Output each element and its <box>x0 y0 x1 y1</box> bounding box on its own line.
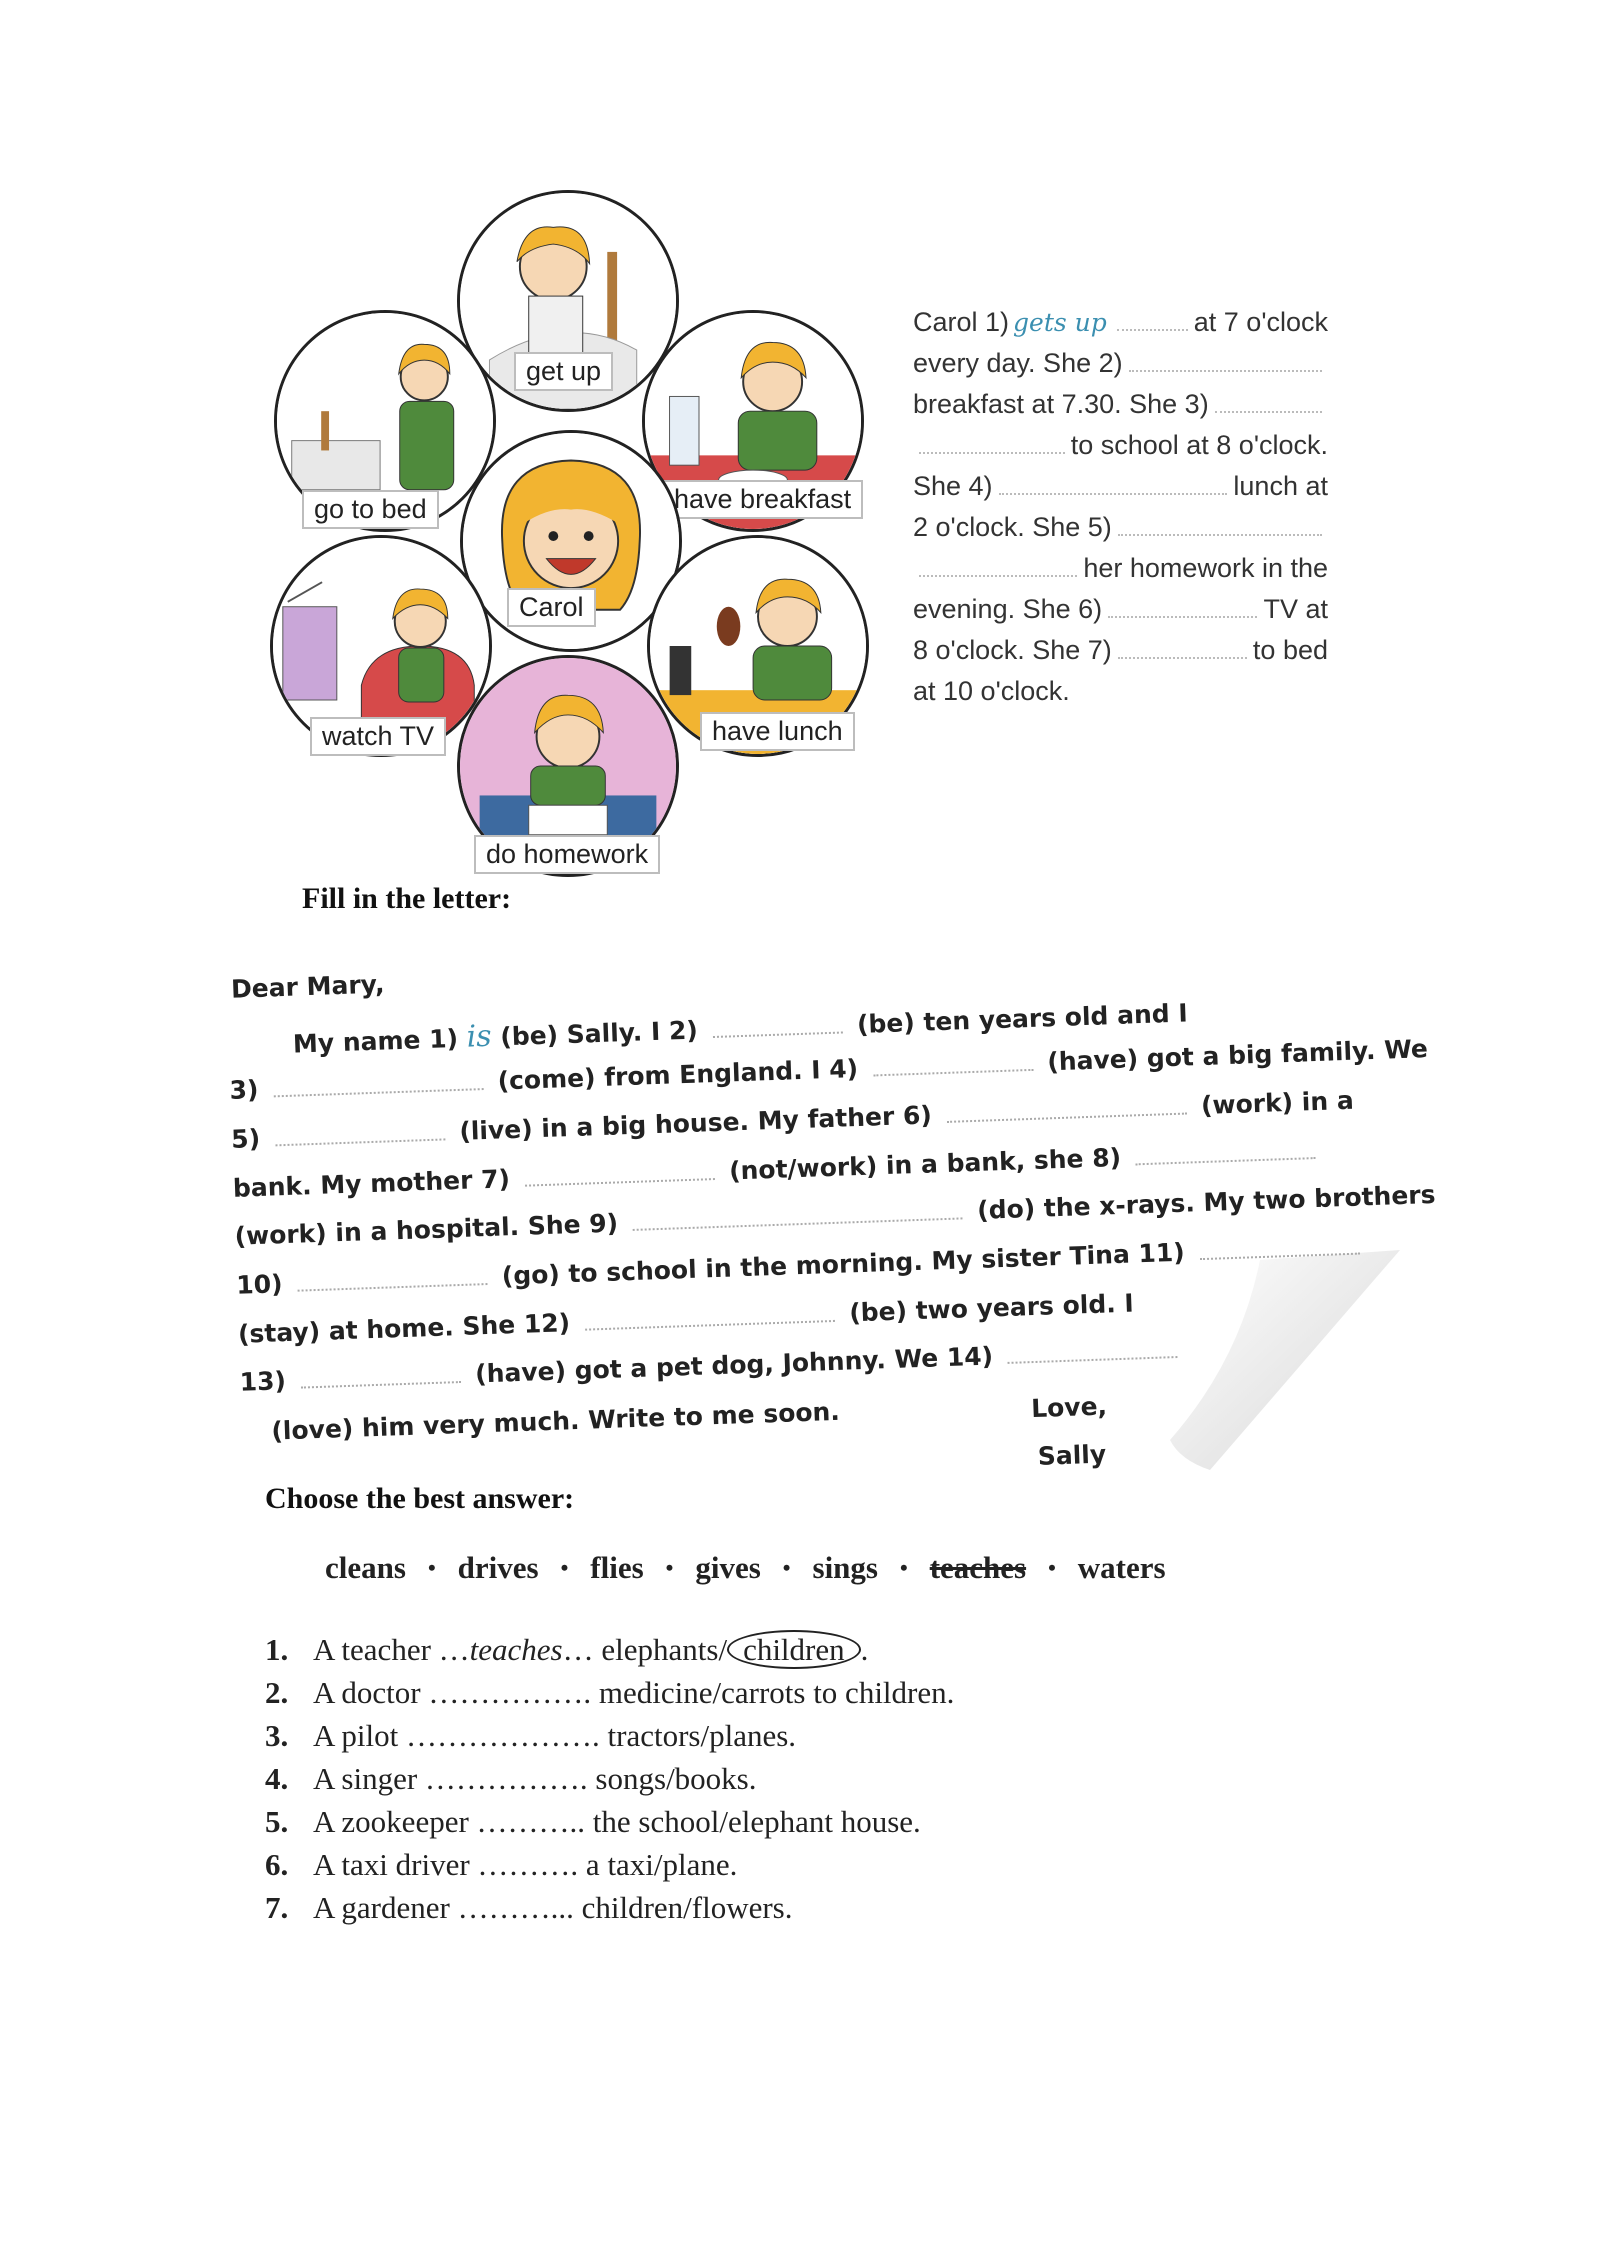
sentence-text[interactable]: A singer ……………. songs/books. <box>313 1761 757 1796</box>
item-number: 7. <box>265 1890 289 1925</box>
daily-routine-diagram <box>262 190 902 890</box>
do-homework-label: do homework <box>474 835 660 874</box>
sentence-list <box>265 1628 954 1929</box>
closing: Love, <box>1030 1391 1108 1424</box>
watch-tv-label: watch TV <box>310 717 446 756</box>
letter-text: bank. My mother 7) <box>232 1164 511 1203</box>
story-text: to bed <box>1252 635 1328 665</box>
letter-text: (be) two years old. I <box>848 1288 1135 1328</box>
letter-text: My name 1) <box>292 1023 459 1059</box>
blank-2[interactable] <box>712 1021 842 1038</box>
story-text: at 7 o'clock <box>1193 307 1328 337</box>
letter-text: (not/work) in a bank, she 8) <box>728 1142 1122 1186</box>
sentence-2 <box>265 1671 954 1714</box>
story-text: her homework in the <box>1083 553 1328 583</box>
choose-heading: Choose the best answer: <box>265 1482 575 1515</box>
item-number: 3. <box>265 1718 289 1753</box>
blank-4[interactable] <box>873 1059 1033 1077</box>
letter-text: (come) from England. I 4) <box>497 1053 859 1096</box>
word-bank <box>313 1550 1178 1586</box>
story-text: 8 o'clock. She 7) <box>913 635 1112 665</box>
letter-text: (live) in a big house. My father 6) <box>458 1100 933 1146</box>
blank-line[interactable] <box>1215 385 1322 413</box>
story-text: She 4) <box>913 471 993 501</box>
letter-text: (work) in a <box>1200 1085 1355 1121</box>
blank-line[interactable] <box>1117 303 1188 331</box>
sentence-text[interactable]: A doctor ……………. medicine/carrots to children. <box>313 1675 955 1710</box>
sentence-3 <box>265 1714 954 1757</box>
letter-exercise <box>225 919 1436 1480</box>
sentence-1 <box>265 1628 954 1671</box>
letter-text: (be) ten years old and I <box>856 998 1189 1039</box>
story-text: Carol 1) <box>913 307 1010 337</box>
word-teaches-struck: teaches <box>929 1550 1027 1585</box>
word-waters: waters <box>1077 1550 1166 1585</box>
letter-text: 5) <box>230 1123 261 1154</box>
sentence-text[interactable]: A taxi driver ………. a taxi/plane. <box>313 1847 738 1882</box>
story-text: every day. She 2) <box>913 348 1123 378</box>
blank-line[interactable] <box>919 426 1065 454</box>
carol-label: Carol <box>507 588 596 627</box>
letter-text: 10) <box>235 1269 284 1300</box>
sentence-text: A teacher … <box>313 1632 470 1667</box>
blank-line[interactable] <box>1129 344 1322 372</box>
bullet: • <box>899 1555 908 1580</box>
go-to-bed-label: go to bed <box>302 490 439 529</box>
get-up-label: get up <box>514 352 613 391</box>
answer-handwritten: teaches <box>469 1632 563 1667</box>
sentence-text[interactable]: A gardener ………... children/flowers. <box>313 1890 793 1925</box>
blank-line[interactable] <box>999 467 1228 495</box>
bullet: • <box>560 1555 569 1580</box>
sentence-7 <box>265 1886 954 1929</box>
story-text: 2 o'clock. She 5) <box>913 512 1112 542</box>
answer-1-handwritten: gets up <box>1013 308 1107 337</box>
have-lunch-label: have lunch <box>700 712 855 751</box>
item-number: 1. <box>265 1632 289 1667</box>
letter-text: (work) in a hospital. She 9) <box>234 1208 619 1251</box>
story-text: breakfast at 7.30. She 3) <box>913 389 1209 419</box>
blank-line[interactable] <box>1108 590 1257 618</box>
word-gives: gives <box>695 1550 761 1585</box>
circled-choice[interactable]: children <box>727 1630 861 1669</box>
word-drives: drives <box>457 1550 539 1585</box>
blank-5[interactable] <box>275 1128 445 1146</box>
item-number: 4. <box>265 1761 289 1796</box>
sentence-text: . <box>860 1632 869 1667</box>
story-text: at 10 o'clock. <box>913 676 1070 706</box>
letter-text: 13) <box>239 1366 287 1397</box>
signature: Sally <box>1037 1439 1107 1471</box>
blank-9[interactable] <box>633 1207 963 1231</box>
have-breakfast-label: have breakfast <box>662 480 863 519</box>
story-text: evening. She 6) <box>913 594 1103 624</box>
letter-text: (stay) at home. She 12) <box>237 1308 571 1349</box>
word-cleans: cleans <box>325 1550 406 1585</box>
letter-text: 3) <box>229 1074 259 1105</box>
item-number: 2. <box>265 1675 289 1710</box>
blank-13[interactable] <box>301 1371 461 1389</box>
sentence-text: … elephants/ <box>562 1632 728 1667</box>
story-text: to school at 8 o'clock. <box>1070 430 1328 460</box>
fill-letter-heading: Fill in the letter: <box>302 882 512 915</box>
word-flies: flies <box>590 1550 644 1585</box>
sentence-6 <box>265 1843 954 1886</box>
bullet: • <box>427 1555 436 1580</box>
blank-10[interactable] <box>297 1273 487 1292</box>
blank-11[interactable] <box>1199 1243 1359 1261</box>
letter-text: (do) the x-rays. My two brothers <box>976 1179 1436 1225</box>
letter-text: (be) Sally. I 2) <box>499 1015 699 1052</box>
sentence-text[interactable]: A pilot ………………. tractors/planes. <box>313 1718 797 1753</box>
greeting: Dear Mary, <box>230 969 385 1004</box>
story-text: TV at <box>1263 594 1328 624</box>
blank-6[interactable] <box>946 1103 1186 1123</box>
blank-line[interactable] <box>919 549 1077 577</box>
story-text: lunch at <box>1233 471 1328 501</box>
sentence-4 <box>265 1757 954 1800</box>
blank-7[interactable] <box>524 1168 714 1187</box>
blank-3[interactable] <box>273 1078 483 1097</box>
blank-12[interactable] <box>585 1310 835 1331</box>
blank-line[interactable] <box>1118 508 1322 536</box>
carol-routine-text <box>913 302 1328 712</box>
bullet: • <box>782 1555 791 1580</box>
word-sings: sings <box>812 1550 878 1585</box>
letter-text: (go) to school in the morning. My sister Tina 11) <box>501 1237 1186 1291</box>
bullet: • <box>1048 1555 1056 1580</box>
blank-14[interactable] <box>1008 1346 1178 1364</box>
sentence-text[interactable]: A zookeeper ……….. the school/elephant house. <box>313 1804 921 1839</box>
bullet: • <box>665 1555 674 1580</box>
letter-text: (have) got a pet dog, Johnny. We 14) <box>474 1341 994 1389</box>
letter-text: (have) got a big family. We <box>1046 1034 1429 1077</box>
item-number: 6. <box>265 1847 289 1882</box>
blank-8[interactable] <box>1136 1147 1316 1165</box>
answer-1-handwritten: is <box>466 1018 493 1055</box>
item-number: 5. <box>265 1804 289 1839</box>
letter-text: (love) him very much. Write to me soon. <box>270 1396 841 1446</box>
blank-line[interactable] <box>1118 631 1247 659</box>
sentence-5 <box>265 1800 954 1843</box>
